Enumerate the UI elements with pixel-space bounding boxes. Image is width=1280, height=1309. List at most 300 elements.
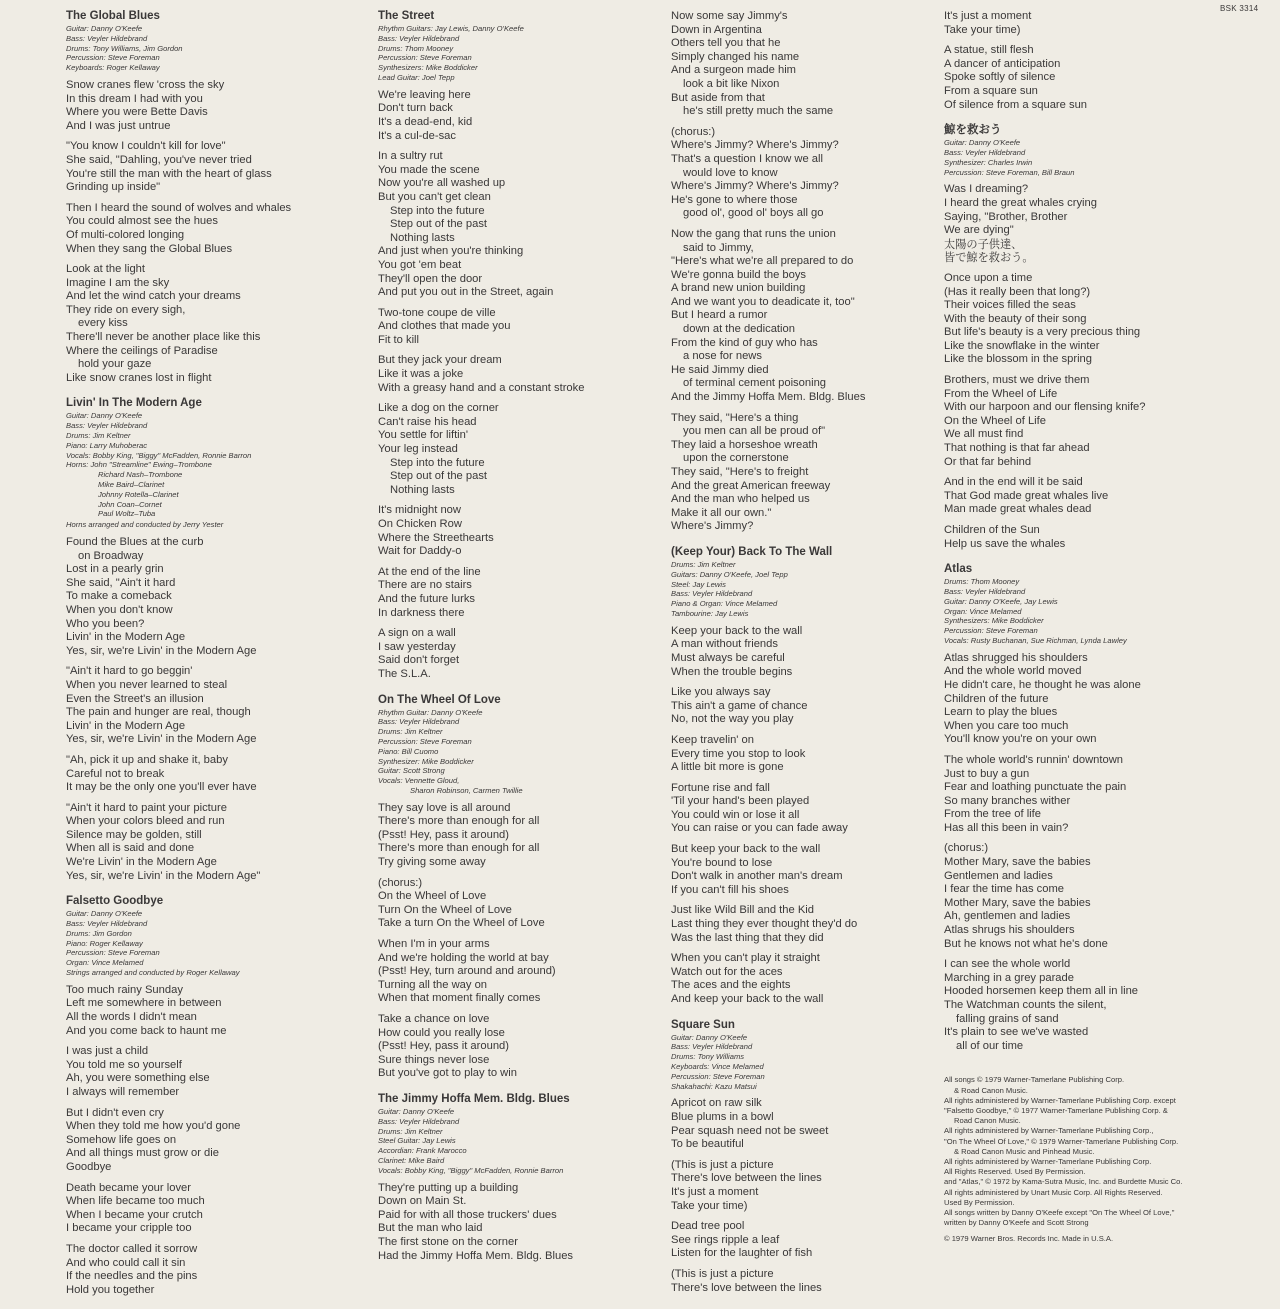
lyric-stanza	[944, 842, 1234, 951]
credit-line: Drums: Jim Keltner	[378, 1126, 443, 1136]
lyric-line: Left me somewhere in between	[66, 997, 222, 1010]
lyric-line: Look at the light	[66, 263, 145, 276]
lyric-line: On the Wheel of Love	[378, 890, 487, 903]
lyric-stanza	[944, 44, 1234, 112]
lyric-line: It's just a moment	[944, 10, 1032, 22]
lyric-line: Silence may be golden, still	[66, 828, 202, 841]
credit-line: Guitar: Danny O'Keefe	[671, 1032, 748, 1042]
lyric-line: Take a turn On the Wheel of Love	[378, 917, 545, 930]
lyric-stanza	[66, 665, 341, 747]
lyric-line: We all must find	[944, 428, 1024, 441]
lyric-line: They laid a horseshoe wreath	[671, 438, 818, 451]
lyric-line: The whole world's runnin' downtown	[944, 753, 1124, 766]
lyric-line: I always will remember	[66, 1086, 180, 1098]
lyric-line: Listen for the laughter of fish	[671, 1247, 813, 1260]
lyric-line: And keep your back to the wall	[671, 993, 824, 1005]
lyric-stanza	[944, 374, 1234, 469]
lyric-line: It's midnight now	[378, 504, 461, 517]
lyric-line: Was I dreaming?	[944, 183, 1029, 196]
lyric-line: Where you were Bette Davis	[66, 106, 208, 119]
column-3	[671, 10, 941, 1307]
lyric-line: And just when you're thinking	[378, 245, 524, 258]
lyric-line: Gentlemen and ladies	[944, 869, 1053, 882]
lyric-line: Like snow cranes lost in flight	[66, 371, 212, 384]
credit-line: Guitar: Danny O'Keefe	[66, 909, 143, 919]
lyric-line: When they told me how you'd gone	[66, 1120, 241, 1133]
lyric-line: Now some say Jimmy's	[671, 10, 788, 22]
lyric-stanza	[378, 89, 653, 143]
lyric-line: How could you really lose	[378, 1026, 505, 1039]
lyric-line: Down in Argentina	[671, 23, 762, 36]
footer-line: All rights administered by Warner-Tamerlane Publishing Corp.	[944, 1157, 1152, 1167]
column-1	[66, 10, 341, 1309]
lyric-line: But I didn't even cry	[66, 1106, 164, 1119]
lyric-line: Others tell you that he	[671, 37, 781, 50]
lyric-line: When your colors bleed and run	[66, 815, 225, 828]
lyric-line: Death became your lover	[66, 1181, 191, 1194]
credit-line: Paul Woltz–Tuba	[98, 509, 156, 519]
lyric-line: Step out of the past	[390, 218, 488, 231]
lyric-line: Has all this been in vain?	[944, 821, 1069, 834]
lyric-line: (Psst! Hey, pass it around)	[378, 828, 509, 841]
lyric-line: We're Livin' in the Modern Age	[66, 856, 217, 869]
lyric-line: Imagine I am the sky	[66, 276, 170, 289]
lyric-stanza	[671, 734, 941, 775]
lyric-line: You told me so yourself	[66, 1058, 182, 1071]
lyric-stanza	[671, 10, 941, 119]
song-block	[944, 10, 1234, 112]
credit-line: Percussion: Steve Foreman	[378, 736, 472, 746]
footer-line: All Rights Reserved. Used By Permission.	[944, 1167, 1086, 1177]
lyric-stanza	[378, 504, 653, 558]
credit-line: Horns: John "Streamline" Ewing–Trombone	[66, 460, 212, 470]
lyric-line: See rings ripple a leaf	[671, 1233, 780, 1246]
lyric-line: Sure things never lose	[378, 1053, 490, 1066]
lyric-line: But keep your back to the wall	[671, 843, 821, 856]
lyric-line: The S.L.A.	[378, 667, 431, 680]
lyric-line: Take your time)	[944, 23, 1021, 36]
lyric-line: But aside from that	[671, 91, 765, 104]
lyric-line: He's gone to where those	[671, 193, 798, 206]
lyric-line: (chorus:)	[671, 125, 716, 138]
lyric-line: Now the gang that runs the union	[671, 227, 836, 240]
catalog-number: BSK 3314	[1220, 4, 1259, 13]
lyric-line: "You know I couldn't kill for love"	[66, 140, 226, 153]
lyric-line: But they jack your dream	[378, 354, 502, 367]
lyric-stanza	[378, 354, 653, 395]
song-credits	[66, 909, 341, 978]
lyric-line: Step out of the past	[390, 470, 488, 483]
lyric-line: upon the cornerstone	[683, 452, 789, 465]
lyric-line: I became your cripple too	[66, 1222, 192, 1235]
lyric-stanza	[671, 1268, 941, 1295]
lyric-stanza	[944, 476, 1234, 517]
credit-line: Vocals: Bobby King, "Biggy" McFadden, Ronnie Barron	[66, 450, 252, 460]
credit-line: Bass: Veyler Hildebrand	[66, 33, 148, 43]
song-credits	[671, 560, 941, 619]
lyric-line: Learn to play the blues	[944, 706, 1058, 719]
lyric-line: From the Wheel of Life	[944, 387, 1058, 400]
lyric-line: Their voices filled the seas	[944, 299, 1076, 312]
song-credits	[944, 577, 1234, 646]
lyric-line: From the tree of life	[944, 808, 1041, 821]
song-block	[671, 546, 941, 1007]
lyric-line: The aces and the eights	[671, 979, 791, 992]
lyric-line: every kiss	[78, 317, 128, 330]
credit-line: Strings arranged and conducted by Roger Kellaway	[66, 968, 240, 978]
footer-line: & Road Canon Music.	[954, 1085, 1028, 1095]
lyric-line: 'Til your hand's been played	[671, 795, 810, 808]
lyric-line: Keep travelin' on	[671, 733, 754, 746]
lyric-line: And who could call it sin	[66, 1256, 186, 1269]
lyric-line: (chorus:)	[378, 876, 423, 889]
lyric-stanza	[671, 1097, 941, 1151]
lyric-line: That God made great whales live	[944, 489, 1109, 502]
lyric-line: They'll open the door	[378, 272, 483, 285]
credit-line: Synthesizers: Mike Boddicker	[944, 616, 1044, 626]
lyric-stanza	[671, 412, 941, 534]
lyric-stanza	[66, 984, 341, 1038]
lyric-line: He didn't care, he thought he was alone	[944, 678, 1141, 691]
lyric-line: There's more than enough for all	[378, 842, 540, 855]
credit-line: Bass: Veyler Hildebrand	[66, 421, 148, 431]
lyric-line: They said, "Here's to freight	[671, 466, 809, 478]
lyric-line: Help us save the whales	[944, 537, 1066, 550]
lyric-line: Livin' in the Modern Age	[66, 631, 186, 644]
lyric-line: When I'm in your arms	[378, 938, 490, 951]
lyric-line: When life became too much	[66, 1195, 205, 1208]
footer-line: All rights administered by Unart Music Corp. All Rights Reserved.	[944, 1187, 1163, 1197]
lyric-line: It's a cul-de-sac	[378, 129, 456, 142]
lyric-line: Like a dog on the corner	[378, 402, 499, 415]
lyric-stanza	[378, 877, 653, 931]
lyric-line: If the needles and the pins	[66, 1270, 198, 1283]
lyric-line: And a surgeon made him	[671, 64, 797, 77]
lyric-line: You can raise or you can fade away	[671, 822, 848, 835]
credit-line: Bass: Veyler Hildebrand	[944, 147, 1026, 157]
credit-line: Drums: Thom Mooney	[944, 577, 1020, 587]
lyric-line: Just like Wild Bill and the Kid	[671, 904, 815, 917]
lyric-line: Two-tone coupe de ville	[378, 306, 496, 319]
lyric-line: When that moment finally comes	[378, 992, 541, 1005]
lyric-line: And put you out in the Street, again	[378, 286, 554, 299]
song-credits	[378, 708, 653, 796]
credit-line: Horns arranged and conducted by Jerry Yester	[66, 520, 224, 530]
footer-line: "Falsetto Goodbye," © 1977 Warner-Tamerlane Publishing Corp. &	[944, 1106, 1168, 1115]
song-title: Livin' In The Modern Age	[66, 397, 202, 410]
lyric-line: Too much rainy Sunday	[66, 983, 183, 996]
lyric-line: Fit to kill	[378, 333, 420, 346]
lyric-line: There's love between the lines	[671, 1281, 822, 1294]
lyric-line: Try giving some away	[378, 856, 486, 869]
lyric-line: When all is said and done	[66, 842, 195, 855]
lyric-line: On the Wheel of Life	[944, 414, 1046, 427]
lyric-line: We're leaving here	[378, 88, 471, 101]
lyric-line: No, not the way you play	[671, 713, 794, 726]
lyric-line: Apricot on raw silk	[671, 1097, 762, 1110]
lyric-stanza	[944, 183, 1234, 265]
lyric-line: But life's beauty is a very precious thing	[944, 326, 1141, 339]
lyric-line: When you don't know	[66, 603, 173, 616]
lyric-line: With the beauty of their song	[944, 312, 1087, 325]
credit-line: Percussion: Steve Foreman, Bill Braun	[944, 167, 1075, 177]
credit-line: Piano: Bill Cuomo	[378, 746, 439, 756]
lyric-line: all of our time	[956, 1039, 1024, 1052]
lyric-line: Can't raise his head	[378, 415, 477, 428]
lyric-line: Turn On the Wheel of Love	[378, 903, 512, 916]
lyric-line: Paid for with all those truckers' dues	[378, 1208, 557, 1221]
lyric-stanza	[66, 802, 341, 884]
song-block	[944, 124, 1234, 551]
lyric-line: And I was just untrue	[66, 119, 171, 132]
credit-line: Bass: Veyler Hildebrand	[944, 586, 1026, 596]
column-2	[378, 10, 653, 1275]
credit-line: Tambourine: Jay Lewis	[671, 608, 749, 618]
credit-line: Vocals: Vennette Gloud,	[378, 776, 460, 786]
lyric-line: Goodbye	[66, 1160, 112, 1173]
footer-line: All rights administered by Warner-Tamerlane Publishing Corp.,	[944, 1126, 1154, 1136]
lyric-line: You made the scene	[378, 163, 480, 176]
credit-line: Drums: Tony Williams, Jim Gordon	[66, 43, 183, 53]
lyric-line: Where the ceilings of Paradise	[66, 344, 218, 357]
lyric-line: This ain't a game of chance	[671, 699, 808, 712]
credit-line: Organ: Vince Melamed	[66, 958, 144, 968]
lyric-line: You could almost see the hues	[66, 215, 218, 228]
credit-line: Drums: Jim Gordon	[66, 928, 132, 938]
lyric-line: It's a dead-end, kid	[378, 115, 473, 128]
lyric-stanza	[671, 1220, 941, 1261]
lyric-line: I saw yesterday	[378, 640, 456, 653]
credit-line: Synthesizer: Charles Irwin	[944, 157, 1033, 167]
credit-line: Vocals: Bobby King, "Biggy" McFadden, Ronnie Barron	[378, 1165, 564, 1175]
credit-line: Drums: Jim Keltner	[378, 727, 443, 737]
credit-line: Steel: Jay Lewis	[671, 579, 726, 589]
credit-line: Mike Baird–Clarinet	[98, 480, 165, 490]
lyric-stanza	[378, 938, 653, 1006]
lyric-stanza	[671, 904, 941, 945]
lyric-line: Watch out for the aces	[671, 965, 783, 978]
lyric-line: (This is just a picture	[671, 1267, 774, 1280]
credit-line: Piano: Larry Muhoberac	[66, 440, 148, 450]
lyric-line: So many branches wither	[944, 794, 1071, 807]
lyric-line: You got 'em beat	[378, 258, 462, 271]
lyric-stanza	[66, 1045, 341, 1099]
lyric-line: said to Jimmy,	[683, 241, 754, 254]
lyric-line: good ol', good ol' boys all go	[683, 207, 824, 220]
lyric-line: They ride on every sigh,	[66, 303, 186, 316]
lyric-line: a nose for news	[683, 350, 762, 363]
lyric-line: Step into the future	[390, 204, 485, 217]
lyric-line: From a square sun	[944, 84, 1038, 97]
footer-line: All songs © 1979 Warner-Tamerlane Publishing Corp.	[944, 1075, 1125, 1085]
lyric-line: Where's Jimmy? Where's Jimmy?	[671, 180, 839, 193]
credit-line: Guitar: Danny O'Keefe	[66, 24, 143, 33]
lyric-line: With a greasy hand and a constant stroke	[378, 381, 585, 394]
lyric-line: It's just a moment	[671, 1185, 759, 1198]
lyric-line: And the Jimmy Hoffa Mem. Bldg. Blues	[671, 391, 866, 404]
song-block	[66, 397, 341, 883]
lyric-line: A brand new union building	[671, 282, 806, 295]
song-block	[378, 694, 653, 1081]
lyric-line: Was the last thing that they did	[671, 931, 824, 944]
credit-line: Percussion: Steve Foreman	[66, 948, 160, 958]
lyric-line: They're putting up a building	[378, 1181, 519, 1194]
lyric-line: Mother Mary, save the babies	[944, 896, 1091, 909]
credit-line: Percussion: Steve Foreman	[66, 53, 160, 63]
credit-line: Guitars: Danny O'Keefe, Joel Tepp	[671, 569, 788, 579]
lyric-line: Ah, gentlemen and ladies	[944, 910, 1071, 923]
credit-line: Guitar: Danny O'Keefe	[378, 1106, 455, 1116]
credit-line: Percussion: Steve Foreman	[671, 1071, 765, 1081]
lyric-stanza	[944, 652, 1234, 747]
lyric-line: (This is just a picture	[671, 1158, 774, 1171]
lyric-line: Just to buy a gun	[944, 767, 1030, 780]
lyric-line: There are no stairs	[378, 579, 472, 592]
song-title: Atlas	[944, 563, 973, 576]
credit-line: Drums: Jim Keltner	[671, 559, 736, 569]
lyric-stanza	[378, 402, 653, 497]
lyric-line: At the end of the line	[378, 565, 481, 578]
lyric-line: And the whole world moved	[944, 665, 1082, 678]
credit-line: Rhythm Guitars: Jay Lewis, Danny O'Keefe	[378, 24, 524, 33]
lyric-line: Must always be careful	[671, 651, 785, 664]
lyric-line: he's still pretty much the same	[683, 105, 834, 118]
footer-line: and "Atlas," © 1972 by Kama-Sutra Music, Inc. and Burdette Music Co.	[944, 1177, 1183, 1187]
lyric-stanza	[66, 79, 341, 133]
lyric-line: Grinding up inside"	[66, 181, 161, 194]
lyric-stanza	[671, 952, 941, 1006]
song-title: On The Wheel Of Love	[378, 693, 501, 706]
lyric-stanza	[944, 10, 1234, 37]
lyric-line: But I heard a rumor	[671, 309, 768, 322]
footer-line: All rights administered by Warner-Tamerlane Publishing Corp. except	[944, 1095, 1176, 1105]
lyric-line: Like you always say	[671, 686, 771, 699]
credit-line: Bass: Veyler Hildebrand	[671, 589, 753, 599]
lyric-line: Then I heard the sound of wolves and whales	[66, 201, 292, 214]
credit-line: Bass: Veyler Hildebrand	[378, 717, 460, 727]
credit-line: Accordian: Frank Marocco	[378, 1146, 467, 1156]
lyric-stanza	[378, 802, 653, 870]
lyric-line: Keep your back to the wall	[671, 624, 803, 637]
lyric-stanza	[378, 1182, 653, 1264]
lyric-line: Step into the future	[390, 456, 485, 469]
lyric-line: Fortune rise and fall	[671, 781, 770, 794]
credit-line: Keyboards: Vince Melamed	[671, 1061, 764, 1071]
lyric-line: We're gonna build the boys	[671, 268, 807, 281]
lyric-line: (chorus:)	[944, 842, 989, 855]
lyric-stanza	[378, 150, 653, 300]
lyric-line: Atlas shrugged his shoulders	[944, 651, 1088, 664]
lyric-line: Said don't forget	[378, 654, 460, 667]
lyric-stanza	[671, 126, 941, 221]
lyric-line: you men can all be proud of"	[683, 425, 826, 438]
song-credits	[944, 138, 1234, 177]
lyric-line: "Ain't it hard to paint your picture	[66, 801, 227, 814]
lyric-line: And we want you to deadicate it, too"	[671, 295, 855, 308]
lyric-line: (Psst! Hey, turn around and around)	[378, 965, 556, 978]
footer-line: & Road Canon Music and Pinhead Music.	[954, 1146, 1095, 1156]
credit-line: Piano: Roger Kellaway	[66, 938, 143, 948]
lyric-line: Saying, "Brother, Brother	[944, 210, 1068, 223]
lyric-stanza	[66, 536, 341, 658]
lyric-line: When you can't play it straight	[671, 952, 820, 965]
lyric-line: Of multi-colored longing	[66, 228, 185, 241]
lyric-line: Every time you stop to look	[671, 747, 806, 760]
lyric-stanza	[378, 307, 653, 348]
lyric-line: There'll never be another place like this	[66, 331, 261, 344]
song-title: 鯨を救おう	[944, 124, 1002, 137]
credit-line: Drums: Thom Mooney	[378, 43, 454, 53]
song-credits	[671, 1033, 941, 1092]
lyric-line: Like the snowflake in the winter	[944, 339, 1100, 352]
lyric-line: When you never learned to steal	[66, 678, 228, 691]
lyric-line: Mother Mary, save the babies	[944, 856, 1091, 869]
lyric-line: Who you been?	[66, 617, 145, 630]
credit-line: Organ: Vince Melamed	[944, 606, 1022, 616]
lyric-line: Or that far behind	[944, 455, 1032, 468]
lyric-line: Man made great whales dead	[944, 503, 1092, 516]
lyric-line: They said, "Here's a thing	[671, 411, 799, 424]
lyric-line: The Watchman counts the silent,	[944, 999, 1107, 1012]
lyric-line: Hooded horsemen keep them all in line	[944, 985, 1139, 998]
lyric-line: Last thing they ever thought they'd do	[671, 918, 858, 931]
lyric-line: Now you're all washed up	[378, 177, 506, 190]
lyric-line: Wait for Daddy-o	[378, 545, 462, 558]
credit-line: Piano & Organ: Vince Melamed	[671, 599, 778, 609]
lyric-line: Of silence from a square sun	[944, 98, 1088, 111]
lyric-stanza	[66, 202, 341, 256]
lyric-line: And the great American freeway	[671, 479, 831, 492]
lyric-line: When the trouble begins	[671, 665, 793, 678]
lyric-line: Turning all the way on	[378, 978, 488, 991]
credit-line: Guitar: Danny O'Keefe, Jay Lewis	[944, 596, 1058, 606]
lyric-line: You settle for liftin'	[378, 429, 469, 442]
lyric-line: Hold you together	[66, 1283, 155, 1296]
lyric-line: Pear squash need not be sweet	[671, 1124, 829, 1137]
lyric-stanza	[671, 782, 941, 836]
lyric-line: Children of the Sun	[944, 524, 1040, 536]
lyric-stanza	[66, 263, 341, 385]
song-credits	[66, 24, 341, 73]
lyric-line: On Chicken Row	[378, 518, 462, 530]
lyric-stanza	[671, 843, 941, 897]
lyric-line: When I became your crutch	[66, 1208, 203, 1221]
footer-line: written by Danny O'Keefe and Scott Strong	[944, 1218, 1089, 1228]
song-credits	[378, 1107, 653, 1176]
lyric-line: She said, "Ain't it hard	[66, 576, 176, 589]
credit-line: Shakahachi: Kazu Matsui	[671, 1081, 757, 1091]
credit-line: Keyboards: Roger Kellaway	[66, 63, 160, 73]
lyric-line: There's love between the lines	[671, 1172, 822, 1185]
lyric-line: You're still the man with the heart of glass	[66, 167, 272, 180]
lyric-line: Your leg instead	[378, 443, 458, 456]
lyric-line: In darkness there	[378, 606, 465, 619]
lyric-line: To make a comeback	[66, 590, 172, 603]
song-title: The Jimmy Hoffa Mem. Bldg. Blues	[378, 1092, 570, 1105]
lyric-line: Nothing lasts	[390, 231, 455, 244]
credit-line: Percussion: Steve Foreman	[378, 53, 472, 63]
lyric-line: All the words I didn't mean	[66, 1011, 197, 1024]
lyric-line: "Ain't it hard to go beggin'	[66, 665, 193, 678]
lyric-line: You could win or lose it all	[671, 808, 800, 821]
lyric-line: And we're holding the world at bay	[378, 951, 549, 964]
credit-line: Johnny Rotella–Clarinet	[98, 489, 179, 499]
lyric-line: She said, "Dahling, you've never tried	[66, 153, 252, 166]
lyric-stanza	[944, 272, 1234, 367]
footer-line: Road Canon Music.	[954, 1116, 1021, 1126]
song-title: The Street	[378, 10, 435, 22]
lyric-line: Atlas shrugs his shoulders	[944, 924, 1075, 937]
